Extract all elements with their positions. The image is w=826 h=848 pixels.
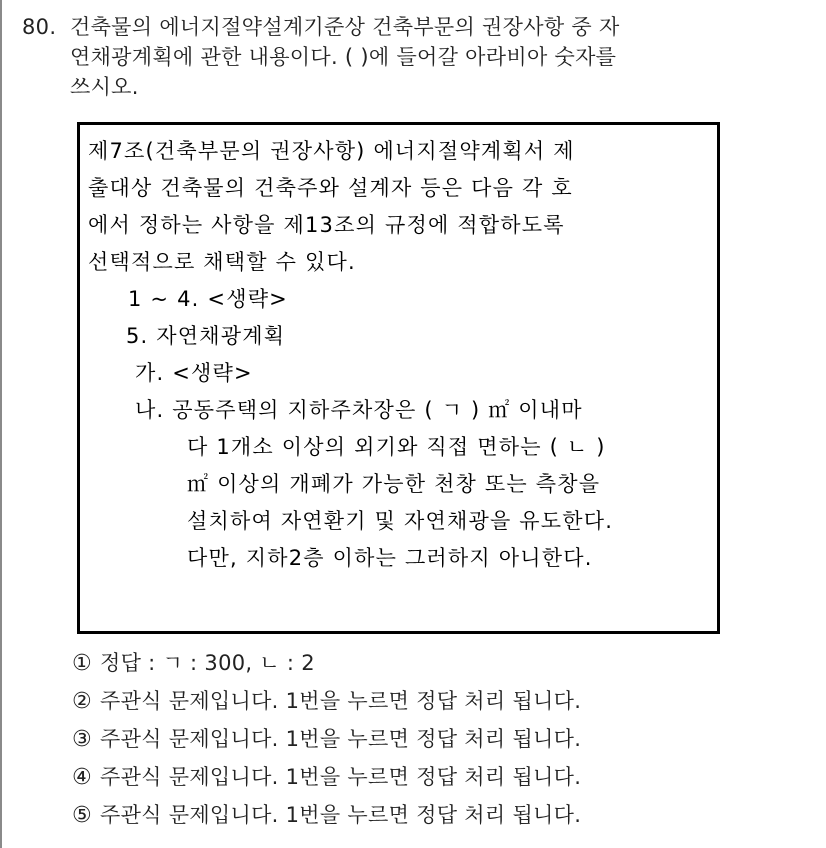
box-line: 에서 정하는 사항을 제13조의 규정에 적합하도록 — [88, 213, 565, 237]
question-line-3 — [22, 72, 802, 102]
option-number-icon: ③ — [72, 727, 93, 752]
option-number-icon: ② — [72, 689, 93, 714]
option-4[interactable] — [72, 762, 581, 792]
question-number: 80. — [22, 15, 57, 39]
option-number-icon: ① — [72, 651, 93, 676]
left-border-rule — [0, 0, 2, 848]
option-1[interactable] — [72, 648, 315, 678]
option-number-icon: ④ — [72, 765, 93, 790]
box-line: 선택적으로 채택할 수 있다. — [88, 250, 356, 274]
question-text-line: 건축물의 에너지절약설계기준상 건축부문의 권장사항 중 자 — [70, 15, 620, 39]
option-text: 주관식 문제입니다. 1번을 누르면 정답 처리 됩니다. — [100, 689, 582, 713]
box-line: 출대상 건축물의 건축주와 설계자 등은 다음 각 호 — [88, 176, 573, 200]
option-2[interactable] — [72, 686, 581, 716]
box-line: 설치하여 자연환기 및 자연채광을 유도한다. — [187, 509, 614, 533]
question-line-1 — [22, 12, 802, 42]
box-line-item-1-4: 1 ~ 4. <생략> — [128, 287, 288, 311]
question-stem — [22, 12, 802, 102]
box-line: 제7조(건축부문의 권장사항) 에너지절약계획서 제 — [88, 139, 575, 163]
option-text: 주관식 문제입니다. 1번을 누르면 정답 처리 됩니다. — [100, 765, 582, 789]
option-text: 정답 : ㄱ : 300, ㄴ : 2 — [100, 651, 315, 675]
option-text: 주관식 문제입니다. 1번을 누르면 정답 처리 됩니다. — [100, 727, 582, 751]
option-5[interactable] — [72, 800, 581, 830]
question-line-2 — [22, 42, 802, 72]
box-line: 다 1개소 이상의 외기와 직접 면하는 ( ㄴ ) — [187, 435, 606, 459]
reference-text-box — [77, 122, 720, 634]
question-text-line: 연채광계획에 관한 내용이다. ( )에 들어갈 아라비아 숫자를 — [70, 45, 617, 69]
option-text: 주관식 문제입니다. 1번을 누르면 정답 처리 됩니다. — [100, 803, 582, 827]
box-line: 다만, 지하2층 이하는 그러하지 아니한다. — [187, 546, 593, 570]
box-line-item-5: 5. 자연채광계획 — [126, 324, 286, 348]
box-line-sub-ga: 가. <생략> — [135, 361, 253, 385]
box-line: ㎡ 이상의 개폐가 가능한 천창 또는 측창을 — [187, 472, 601, 496]
option-3[interactable] — [72, 724, 581, 754]
box-line-sub-na: 나. 공동주택의 지하주차장은 ( ㄱ ) ㎡ 이내마 — [135, 398, 583, 422]
option-number-icon: ⑤ — [72, 803, 93, 828]
question-text-line: 쓰시오. — [70, 75, 139, 99]
